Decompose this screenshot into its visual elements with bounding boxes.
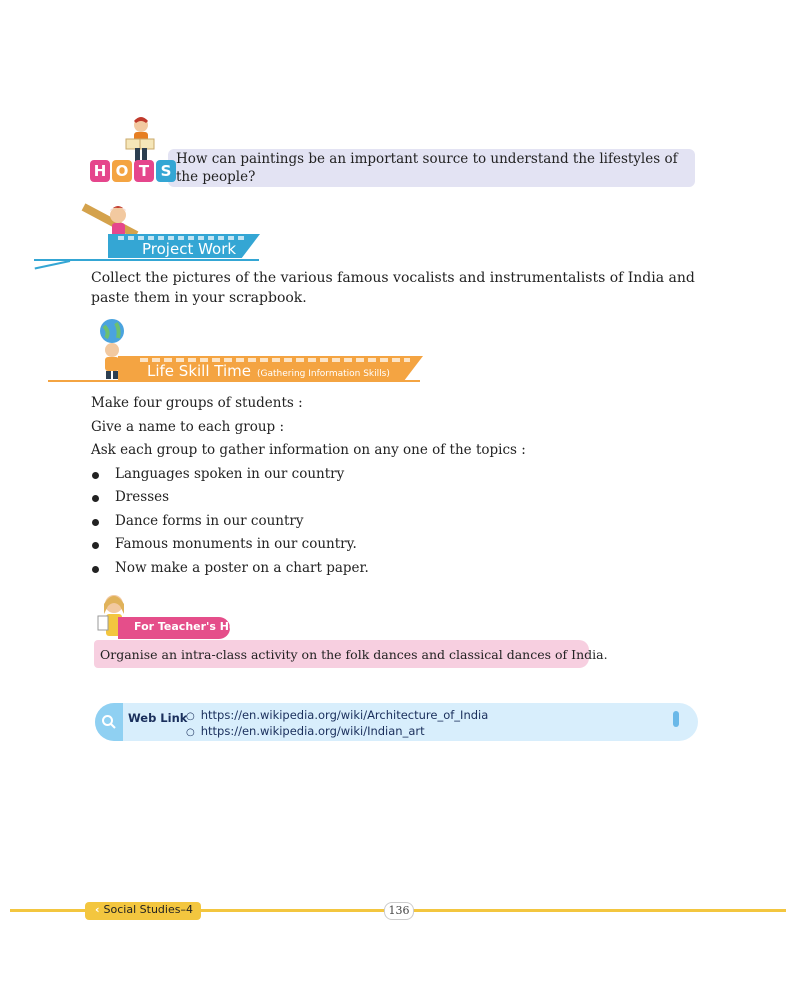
project-work-title: Project Work — [142, 240, 237, 258]
life-skill-title — [147, 362, 390, 380]
life-skill-bullet: Dance forms in our country — [91, 510, 711, 534]
life-skill-subtitle: (Gathering Information Skills) — [257, 369, 390, 379]
life-skill-bullet: Languages spoken in our country — [91, 463, 711, 487]
hots-question-text: How can paintings be an important source to understand the lifestyles of the people? — [176, 151, 678, 185]
life-skill-content — [91, 392, 711, 580]
web-link-item[interactable]: ○ https://en.wikipedia.org/wiki/Indian_art — [186, 724, 488, 740]
chevron-left-icon: ‹ — [95, 903, 100, 916]
life-skill-line: Ask each group to gather information on any one of the topics : — [91, 442, 526, 458]
footer-book-title — [95, 903, 193, 916]
life-skill-line: Give a name to each group : — [91, 418, 285, 435]
page-number: 136 — [384, 902, 414, 920]
web-link-label: Web Link — [128, 711, 188, 725]
life-skill-bullet: Now make a poster on a chart paper. — [91, 557, 711, 581]
search-icon — [101, 714, 117, 730]
hots-badge — [90, 160, 178, 182]
footer-book-text: Social Studies–4 — [103, 903, 193, 916]
life-skill-bullet: Famous monuments in our country. — [91, 533, 711, 557]
life-skill-title-text: Life Skill Time — [147, 362, 251, 380]
hots-letter-h: H — [90, 160, 110, 182]
life-skill-bullet: Dresses — [91, 486, 711, 510]
hots-letter-t: T — [134, 160, 154, 182]
project-work-underline-tail — [35, 260, 71, 269]
web-link-item[interactable]: ○ https://en.wikipedia.org/wiki/Architecture_of_India — [186, 708, 488, 724]
pin-icon — [673, 711, 679, 727]
project-work-text: Collect the pictures of the various famous vocalists and instrumentalists of India and paste them in your scrapbook. — [91, 270, 695, 306]
hots-letter-s: S — [156, 160, 176, 182]
teacher-help-label: For Teacher's Help — [134, 620, 249, 633]
life-skill-line: Make four groups of students : — [91, 395, 303, 411]
hots-letter-o: O — [112, 160, 132, 182]
life-skill-underline — [48, 380, 420, 382]
boy-reading-illustration — [112, 115, 170, 165]
teacher-help-text: Organise an intra-class activity on the folk dances and classical dances of India. — [100, 647, 608, 662]
web-link-list — [186, 708, 488, 740]
